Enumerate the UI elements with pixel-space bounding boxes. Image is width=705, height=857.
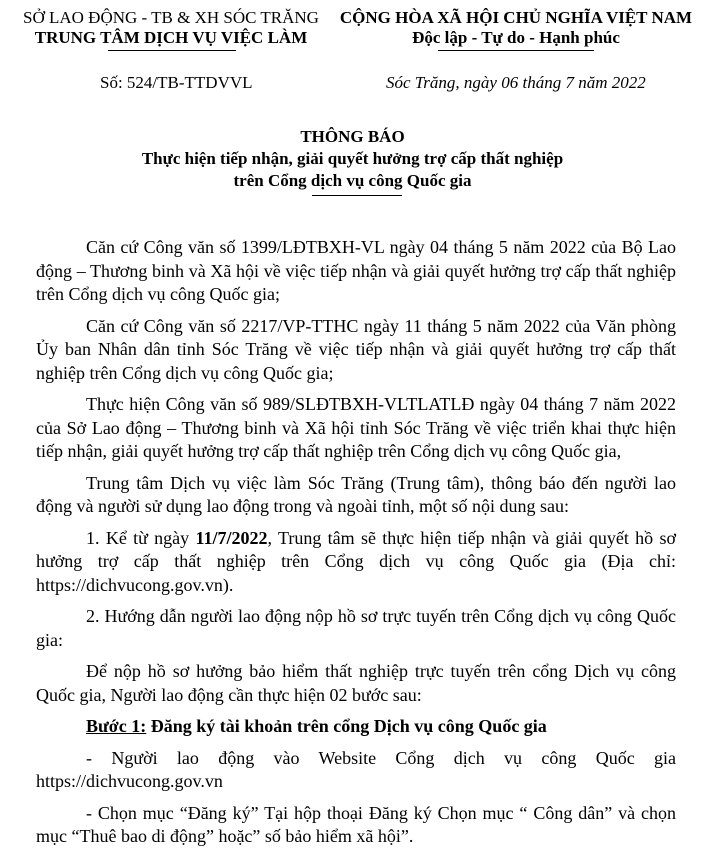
step-1-label: Bước 1: [86, 716, 147, 736]
item-1-rest: , Trung tâm sẽ thực hiện tiếp nhận và giải quyết hồ sơ hưởng trợ cấp thất nghiệp trên Cổng dịch vụ công Quốc gia (Địa chỉ: https://dichvucong.gov.vn). [36, 527, 677, 595]
paragraph-item-1 [36, 527, 676, 598]
paragraph-step-1-a: - Người lao động vào Website Cổng dịch vụ công Quốc gia https://dichvucong.gov.vn [36, 747, 676, 791]
document-title [0, 126, 705, 192]
country-name: CỘNG HÒA XÃ HỘI CHỦ NGHĨA VIỆT NAM [339, 8, 693, 27]
motto-underline [438, 50, 594, 51]
document-body [36, 236, 676, 857]
paragraph-item-2: 2. Hướng dẫn người lao động nộp hồ sơ trực tuyến trên Cổng dịch vụ công Quốc gia: [36, 606, 676, 650]
paragraph-basis-2: Căn cứ Công văn số 2217/VP-TTHC ngày 11 tháng 5 năm 2022 của Văn phòng Ủy ban Nhân dân tỉnh Sóc Trăng về việc tiếp nhận và giải quyết hưởng trợ cấp thất nghiệp trên Cổng dịch vụ công Quốc gia; [36, 315, 676, 383]
place-date: Sóc Trăng, ngày 06 tháng 7 năm 2022 [386, 73, 646, 92]
item-1-prefix: 1. Kể từ ngày [86, 527, 196, 548]
title-heading: THÔNG BÁO [300, 127, 405, 146]
motto: Độc lập - Tự do - Hạnh phúc [412, 28, 620, 47]
step-1-heading [36, 715, 676, 739]
parent-agency: SỞ LAO ĐỘNG - TB & XH SÓC TRĂNG [23, 8, 319, 27]
step-1-title: Đăng ký tài khoản trên cổng Dịch vụ công Quốc gia [146, 716, 547, 736]
paragraph-step-1-b: - Chọn mục “Đăng ký” Tại hộp thoại Đăng ký Chọn mục “ Công dân” và chọn mục “Thuê bao di động” hoặc” số bảo hiểm xã hội”. [36, 802, 676, 846]
paragraph-announcement: Trung tâm Dịch vụ việc làm Sóc Trăng (Trung tâm), thông báo đến người lao động và người sử dụng lao động trong và ngoài tỉnh, một số nội dung sau: [36, 472, 676, 516]
agency-underline [108, 50, 236, 51]
document-number: Số: 524/TB-TTDVVL [100, 73, 253, 92]
start-date: 11/7/2022 [195, 527, 268, 548]
paragraph-basis-1: Căn cứ Công văn số 1399/LĐTBXH-VL ngày 04 tháng 5 năm 2022 của Bộ Lao động – Thương binh và Xã hội về việc tiếp nhận và giải quyết hưởng trợ cấp thất nghiệp trên Cổng dịch vụ công Quốc gia; [36, 237, 676, 304]
issuing-agency [6, 8, 336, 48]
agency-name: TRUNG TÂM DỊCH VỤ VIỆC LÀM [34, 28, 308, 47]
paragraph-basis-3: Thực hiện Công văn số 989/SLĐTBXH-VLTLATLĐ ngày 04 tháng 7 năm 2022 của Sở Lao động – Thương binh và Xã hội tỉnh Sóc Trăng về việc triển khai thực hiện tiếp nhận, giải quyết hưởng trợ cấp thất nghiệp trên Cổng dịch vụ công Quốc gia, [36, 394, 676, 461]
national-motto [333, 8, 699, 48]
paragraph-steps-intro: Để nộp hồ sơ hưởng bảo hiểm thất nghiệp trực tuyến trên cổng Dịch vụ công Quốc gia, Người lao động cần thực hiện 02 bước sau: [36, 661, 676, 705]
title-subject-line2: trên Cổng dịch vụ công Quốc gia [233, 171, 472, 190]
title-underline [312, 195, 402, 196]
title-subject-line1: Thực hiện tiếp nhận, giải quyết hưởng trợ cấp thất nghiệp [141, 149, 564, 168]
